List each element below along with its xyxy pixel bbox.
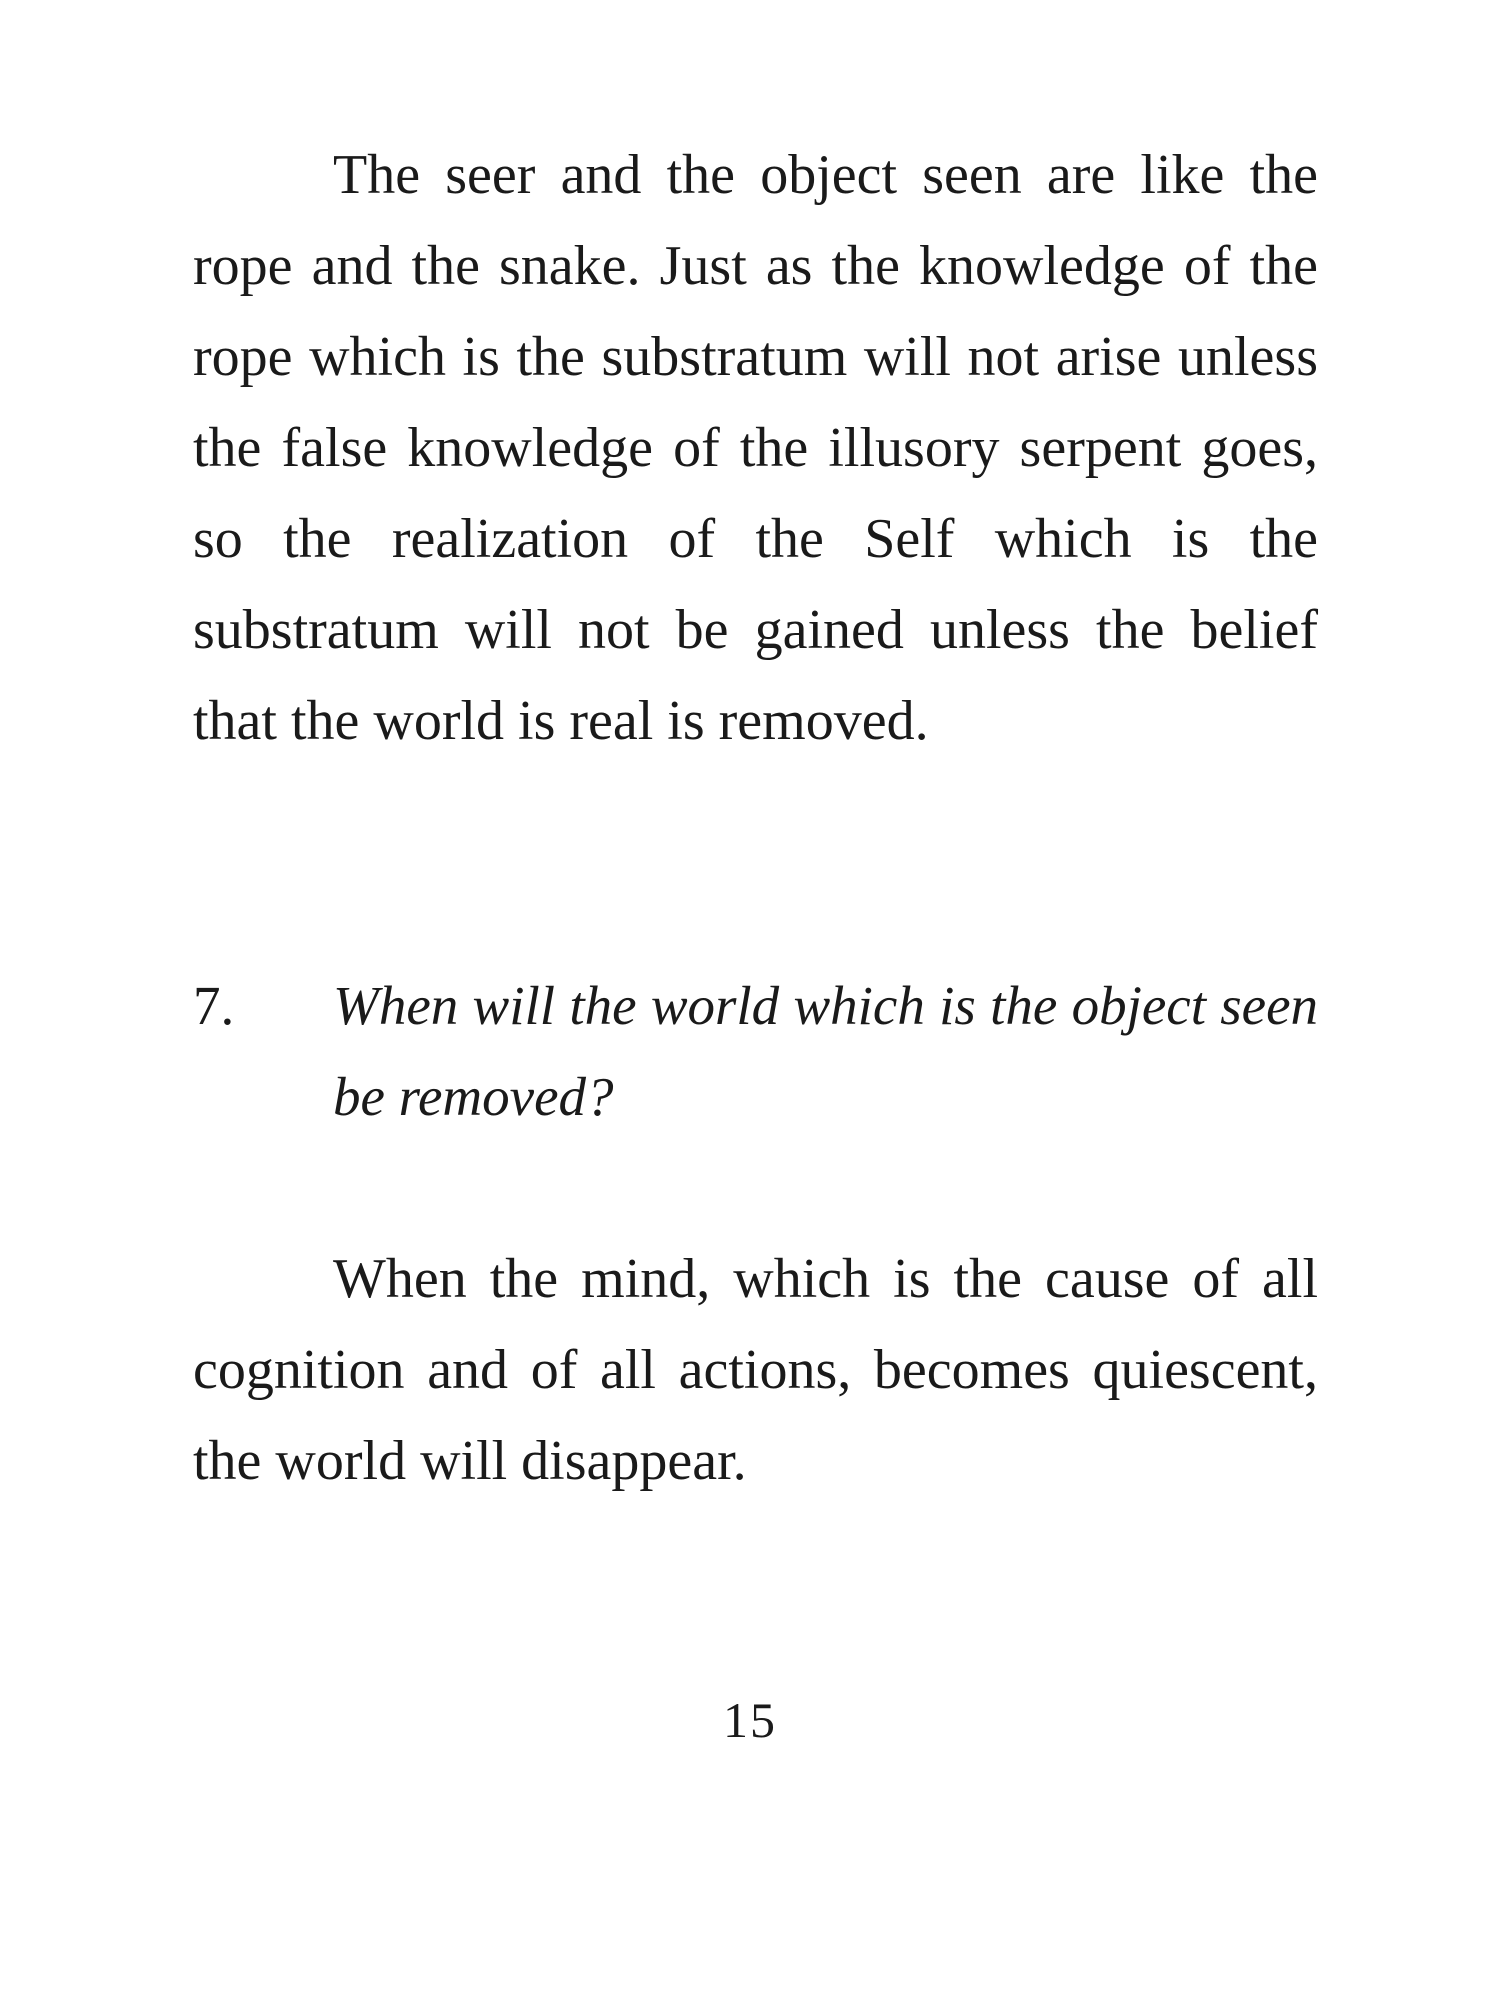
question-text: When will the world which is the object seen be removed?	[333, 975, 1318, 1127]
page-number: 15	[723, 1692, 777, 1748]
paragraph-answer: When the mind, which is the cause of all cognition and of all actions, becomes quiescent, the world will disappear.	[193, 1248, 1318, 1492]
paragraph-seer-and-object: The seer and the object seen are like the rope and the snake. Just as the knowledge of the rope which is the substratum will not arise unless the false knowledge of the illusory serpent goes, so the realization of the Self which is the substratum will not be gained unless the belief that the world is real is removed.	[193, 144, 1318, 752]
question-number: 7.	[193, 975, 235, 1036]
page-body	[193, 130, 1318, 1507]
question-7	[193, 960, 1318, 1142]
